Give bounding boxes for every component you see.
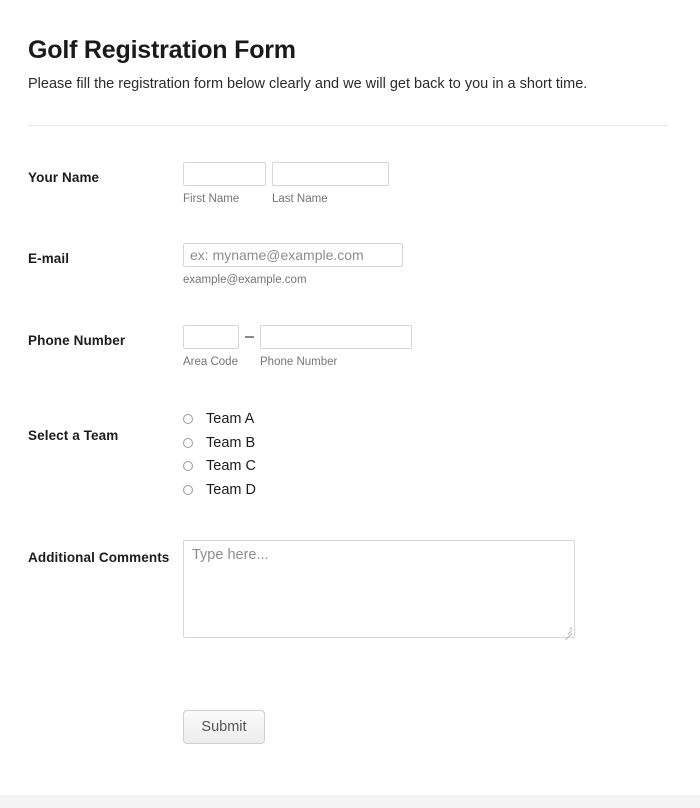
radio-option-team-d[interactable]: [183, 478, 670, 502]
area-code-group: [183, 325, 239, 370]
label-phone-number: Phone Number: [28, 332, 126, 348]
last-name-input[interactable]: [272, 162, 389, 186]
phone-separator-dash: [245, 336, 254, 338]
email-fields: [183, 243, 670, 288]
name-fields: [183, 162, 670, 207]
area-code-sublabel: Area Code: [183, 355, 238, 368]
name-inputs-line: [183, 162, 670, 186]
label-additional-comments: Additional Comments: [28, 549, 170, 565]
first-name-sublabel: First Name: [183, 193, 240, 206]
last-name-sublabel: Last Name: [272, 193, 328, 206]
radio-circle-icon[interactable]: [183, 414, 193, 424]
radio-label-team-c: Team C: [206, 458, 256, 475]
page-title: Golf Registration Form: [28, 36, 296, 64]
field-row-name: [28, 162, 670, 207]
radio-label-team-a: Team A: [206, 411, 255, 428]
submit-row: [28, 710, 670, 744]
email-sublabel: example@example.com: [183, 274, 307, 287]
field-row-phone: [28, 325, 670, 370]
comments-fields: [183, 540, 670, 638]
radio-label-team-b: Team B: [206, 434, 256, 451]
field-row-comments: [28, 540, 670, 638]
submit-button[interactable]: Submit: [183, 710, 265, 744]
phone-inputs-line: [183, 325, 670, 370]
name-sublabels-line: [183, 186, 670, 207]
page-subtitle: Please fill the registration form below clearly and we will get back to you in a short time.: [28, 75, 588, 92]
label-select-a-team: Select a Team: [28, 427, 119, 443]
team-fields: [183, 404, 670, 502]
radio-option-team-a[interactable]: [183, 408, 670, 432]
email-input[interactable]: [183, 243, 403, 267]
additional-comments-textarea[interactable]: [183, 540, 575, 638]
phone-fields: [183, 325, 670, 370]
radio-circle-icon[interactable]: [183, 461, 193, 471]
radio-circle-icon[interactable]: [183, 438, 193, 448]
header-divider: [28, 125, 668, 126]
field-row-team: [28, 404, 670, 502]
radio-label-team-d: Team D: [206, 481, 256, 498]
phone-number-input[interactable]: [260, 325, 412, 349]
area-code-input[interactable]: [183, 325, 239, 349]
label-your-name: Your Name: [28, 170, 100, 186]
label-email: E-mail: [28, 251, 70, 267]
phone-number-group: [260, 325, 412, 370]
radio-option-team-c[interactable]: [183, 455, 670, 479]
comments-box: [183, 540, 575, 638]
radio-option-team-b[interactable]: [183, 431, 670, 455]
first-name-input[interactable]: [183, 162, 266, 186]
field-row-email: [28, 243, 670, 288]
team-radio-group: [183, 404, 670, 502]
phone-number-sublabel: Phone Number: [260, 355, 338, 368]
radio-circle-icon[interactable]: [183, 485, 193, 495]
